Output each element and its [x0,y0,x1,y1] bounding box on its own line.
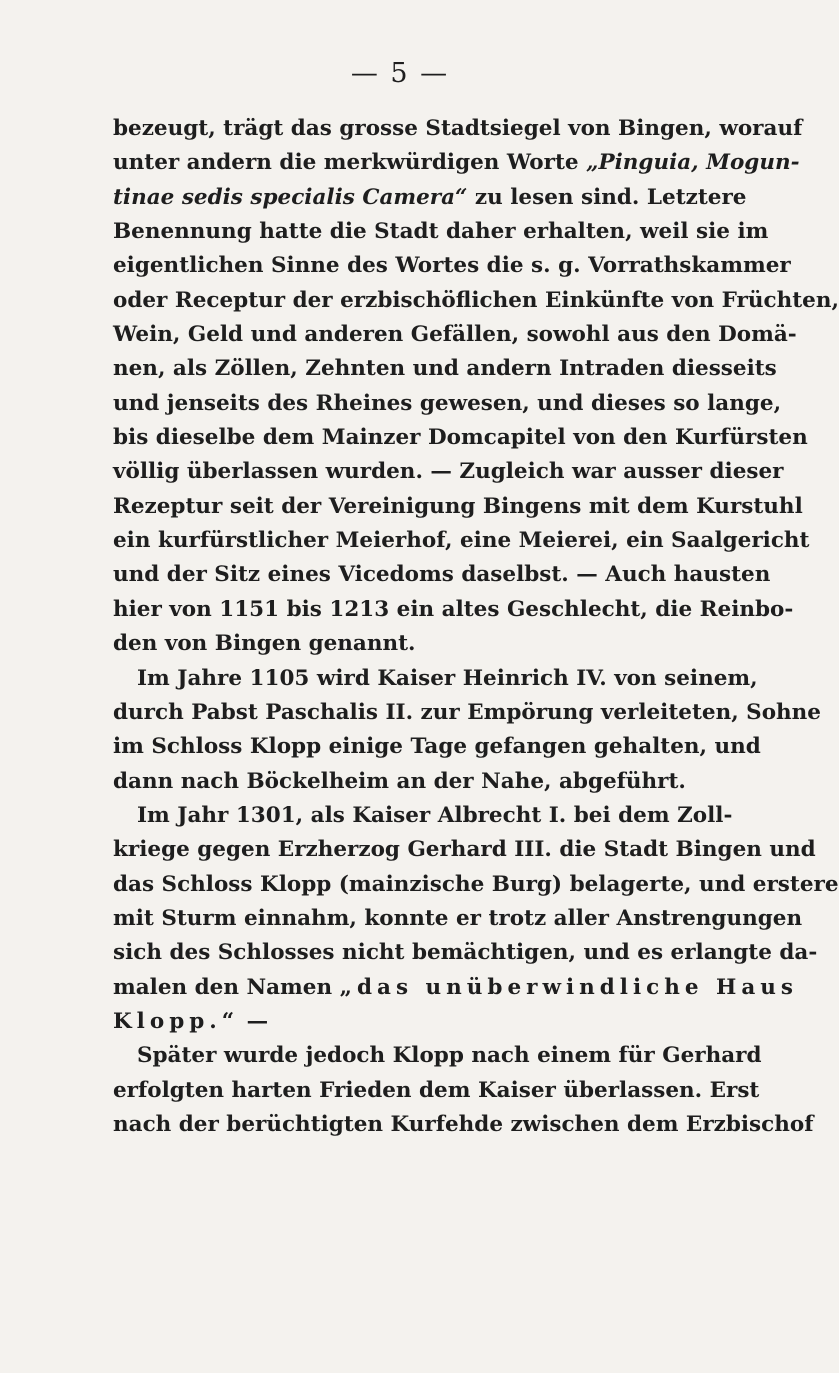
text-line: Im Jahre 1105 wird Kaiser Heinrich IV. von seinem, [137,665,758,691]
paragraph-1 [113,112,839,662]
text-span: zu lesen sind. Letztere [467,184,747,210]
text-line: erfolgten harten Frieden dem Kaiser überlassen. Erst [113,1077,760,1103]
text-line: bis dieselbe dem Mainzer Domcapitel von den Kurfürsten [113,425,808,451]
text-span: — [239,1008,269,1034]
paragraph-4 [113,1039,814,1142]
text-line: dann nach Böckelheim an der Nahe, abgeführt. [113,768,686,794]
text-line: Wein, Geld und anderen Gefällen, sowohl aus den Domä- [113,322,797,348]
text-line: und jenseits des Rheines gewesen, und dieses so lange, [113,390,782,416]
text-line: Rezeptur seit der Vereinigung Bingens mit dem Kurstuhl [113,493,803,519]
text-line: im Schloss Klopp einige Tage gefangen gehalten, und [113,734,761,760]
text-line: bezeugt, trägt das grosse Stadtsiegel von Bingen, worauf [113,116,803,141]
text-line [113,1005,729,1039]
text-line: das Schloss Klopp (mainzische Burg) belagerte, und erstere [113,871,839,897]
text-line: oder Receptur der erzbischöflichen Einkünfte von Früchten, [113,287,839,313]
text-line: Später wurde jedoch Klopp nach einem für Gerhard [137,1043,762,1069]
text-line [113,146,800,180]
text-line: nen, als Zöllen, Zehnten und andern Intraden diesseits [113,356,777,382]
paragraph-2 [113,662,821,799]
text-line: und der Sitz eines Vicedoms daselbst. — Auch hausten [113,562,771,588]
text-line: kriege gegen Erzherzog Gerhard III. die Stadt Bingen und [113,837,816,863]
text-line: eigentlichen Sinne des Wortes die s. g. Vorrathskammer [113,253,791,279]
text-line: mit Sturm einnahm, konnte er trotz aller Anstrengungen [113,905,803,931]
text-line: Benennung hatte die Stadt daher erhalten, weil sie im [113,219,769,245]
spaced-quote: „das unüberwindliche Haus [339,974,799,1000]
text-line: durch Pabst Paschalis II. zur Empörung verleiteten, Sohne [113,699,821,725]
text-line: sich des Schlosses nicht bemächtigen, und es erlangte da- [113,940,818,966]
text-line: Im Jahr 1301, als Kaiser Albrecht I. bei dem Zoll- [137,802,733,828]
text-line: hier von 1151 bis 1213 ein altes Geschlecht, die Reinbo- [113,596,794,622]
text-line: nach der berüchtigten Kurfehde zwischen dem Erzbischof [113,1111,814,1137]
text-line [113,181,747,215]
latin-quote: tinae sedis specialis Camera“ [113,184,468,210]
text-line: ein kurfürstlicher Meierhof, eine Meierei, ein Saalgericht [113,528,810,554]
text-line: völlig überlassen wurden. — Zugleich war ausser dieser [113,459,784,485]
text-span: unter andern die merkwürdigen Worte [113,150,587,176]
latin-quote: „Pinguia, Mogun- [586,150,800,176]
paragraph-3 [113,799,839,1039]
text-line: den von Bingen genannt. [113,631,416,657]
page-number: — 5 — [350,58,450,89]
spaced-quote: Klopp.“ [113,1008,240,1034]
body-text [113,112,839,1142]
text-line [113,971,799,1005]
text-span: malen den Namen [113,974,340,1000]
